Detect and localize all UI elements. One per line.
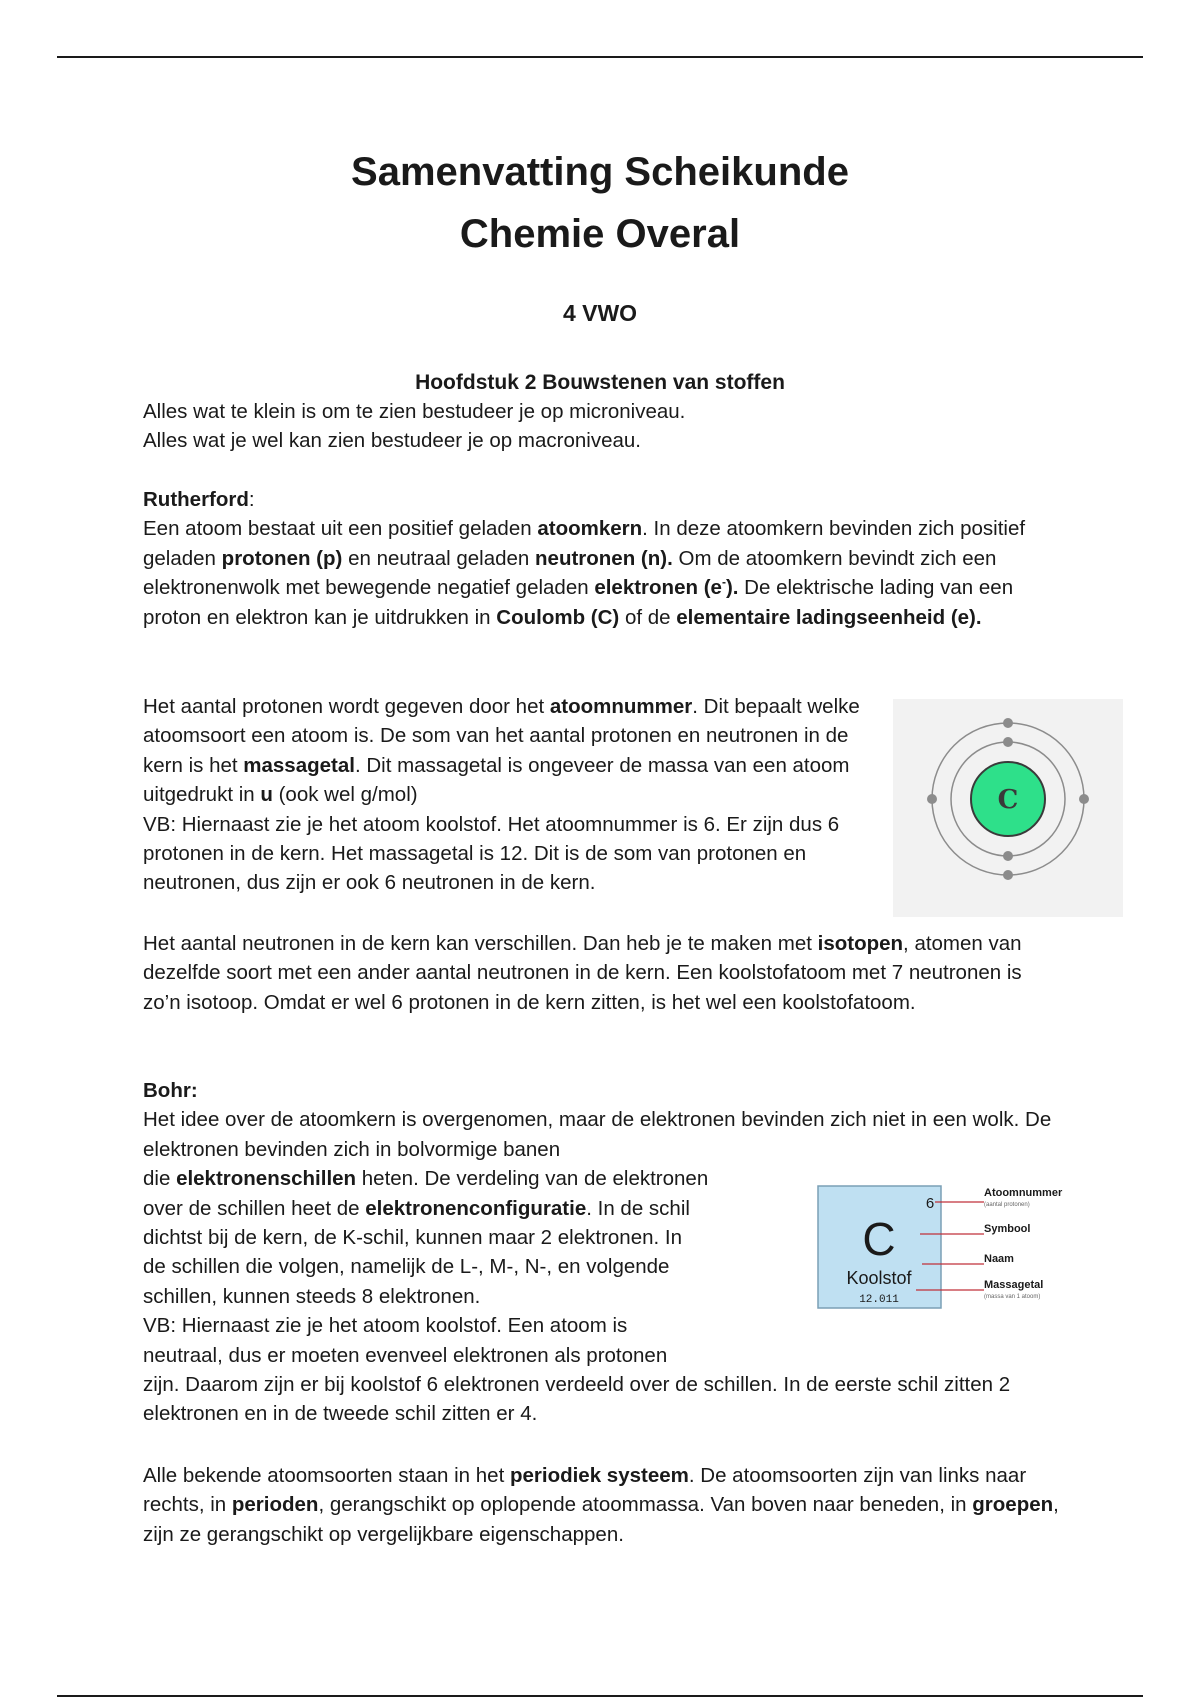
bohr-heading: Bohr:: [143, 1079, 198, 1102]
top-rule: [57, 56, 1143, 58]
carbon-atom-diagram: [893, 699, 1123, 917]
intro-line-1: Alles wat te klein is om te zien bestudeer je op microniveau.: [143, 400, 686, 423]
electron: [1003, 851, 1013, 861]
level-label: 4 VWO: [562, 300, 638, 326]
electron: [927, 794, 937, 804]
bohr-paragraph: Bohr: Het idee over de atoomkern is overgenomen, maar de elektronen bevinden zich niet in een wolk. De elektronen bevinden zich in bolvormige banen die elektronenschillen heten. De verdeling van de elektronen over de schillen heet de elektronenconfiguratie. In de schil dichtst bij de kern, de K-schil, kunnen maar 2 elektronen. In de schillen die volgen, namelijk de L-, M-, N-, en volgende schillen, kunnen steeds 8 elektronen. VB: Hiernaast zie je het atoom koolstof. Een atoom is neutraal, dus er moeten evenveel elektronen als protonen zijn. Daarom zijn er bij koolstof 6 elektronen verdeeld over de schillen. In de eerste schil zitten 2 elektronen en in de tweede schil zitten er 4.: [143, 1079, 1052, 1426]
label-symbol: Symbool: [984, 1223, 1031, 1235]
electron: [1079, 794, 1089, 804]
element-name: Koolstof: [846, 1268, 912, 1288]
label-atomic-number: Atoomnummer: [984, 1187, 1063, 1199]
atomnumber-paragraph: Het aantal protonen wordt gegeven door het atoomnummer. Dit bepaalt welke atoomsoort een atoom is. De som van het aantal protonen en neutronen in de kern is het massagetal. Dit massagetal is ongeveer de massa van een atoom uitgedrukt in u (ook wel g/mol) VB: Hiernaast zie je het atoom koolstof. Het atoomnummer is 6. Er zijn dus 6 protonen in de kern. Het massagetal is 12. Dit is de som van protonen en neutronen, dus zijn er ook 6 neutronen in de kern.: [143, 695, 860, 895]
isotopes-paragraph: Het aantal neutronen in de kern kan verschillen. Dan heb je te maken met isotopen, atomen van dezelfde soort met een ander aantal neutronen in de kern. Een koolstofatoom met 7 neutronen is zo’n isotoop. Omdat er wel 6 protonen in de kern zitten, is het wel een koolstofatoom.: [143, 932, 1022, 1014]
intro-paragraph: [143, 397, 1103, 456]
electron: [1003, 737, 1013, 747]
page-subtitle: Chemie Overal: [459, 212, 741, 256]
label-name: Naam: [984, 1253, 1014, 1265]
page-title: Samenvatting Scheikunde: [351, 150, 849, 194]
intro-line-2: Alles wat je wel kan zien bestudeer je op macroniveau.: [143, 429, 641, 453]
bottom-rule: [57, 1695, 1143, 1697]
label-mass-number-note: (massa van 1 atoom): [984, 1294, 1041, 1300]
chapter-heading: Hoofdstuk 2 Bouwstenen van stoffen: [415, 371, 785, 394]
element-card-diagram: [816, 1182, 1086, 1312]
periodic-paragraph: Alle bekende atoomsoorten staan in het periodiek systeem. De atoomsoorten zijn van links naar rechts, in perioden, gerangschikt op oplopende atoommassa. Van boven naar beneden, in groepen, zijn ze gerangschikt op vergelijkbare eigenschappen.: [143, 1464, 1059, 1546]
rutherford-paragraph: Rutherford: Een atoom bestaat uit een positief geladen atoomkern. In deze atoomkern bevinden zich positief geladen protonen (p) en neutraal geladen neutronen (n). Om de atoomkern bevindt zich een elektronenwolk met bewegende negatief geladen elektronen (e-). De elektrische lading van een proton en elektron kan je uitdrukken in Coulomb (C) of de elementaire ladingseenheid (e).: [143, 488, 1026, 629]
element-symbol: C: [862, 1213, 896, 1265]
electron: [1003, 870, 1013, 880]
label-mass-number: Massagetal: [984, 1279, 1044, 1291]
element-mass: 12.011: [859, 1294, 899, 1306]
element-number: 6: [925, 1195, 935, 1212]
label-atomic-number-note: (aantal protonen): [984, 1202, 1030, 1208]
electron: [1003, 718, 1013, 728]
nucleus-symbol: C: [997, 785, 1019, 815]
rutherford-heading: Rutherford: [143, 488, 249, 511]
